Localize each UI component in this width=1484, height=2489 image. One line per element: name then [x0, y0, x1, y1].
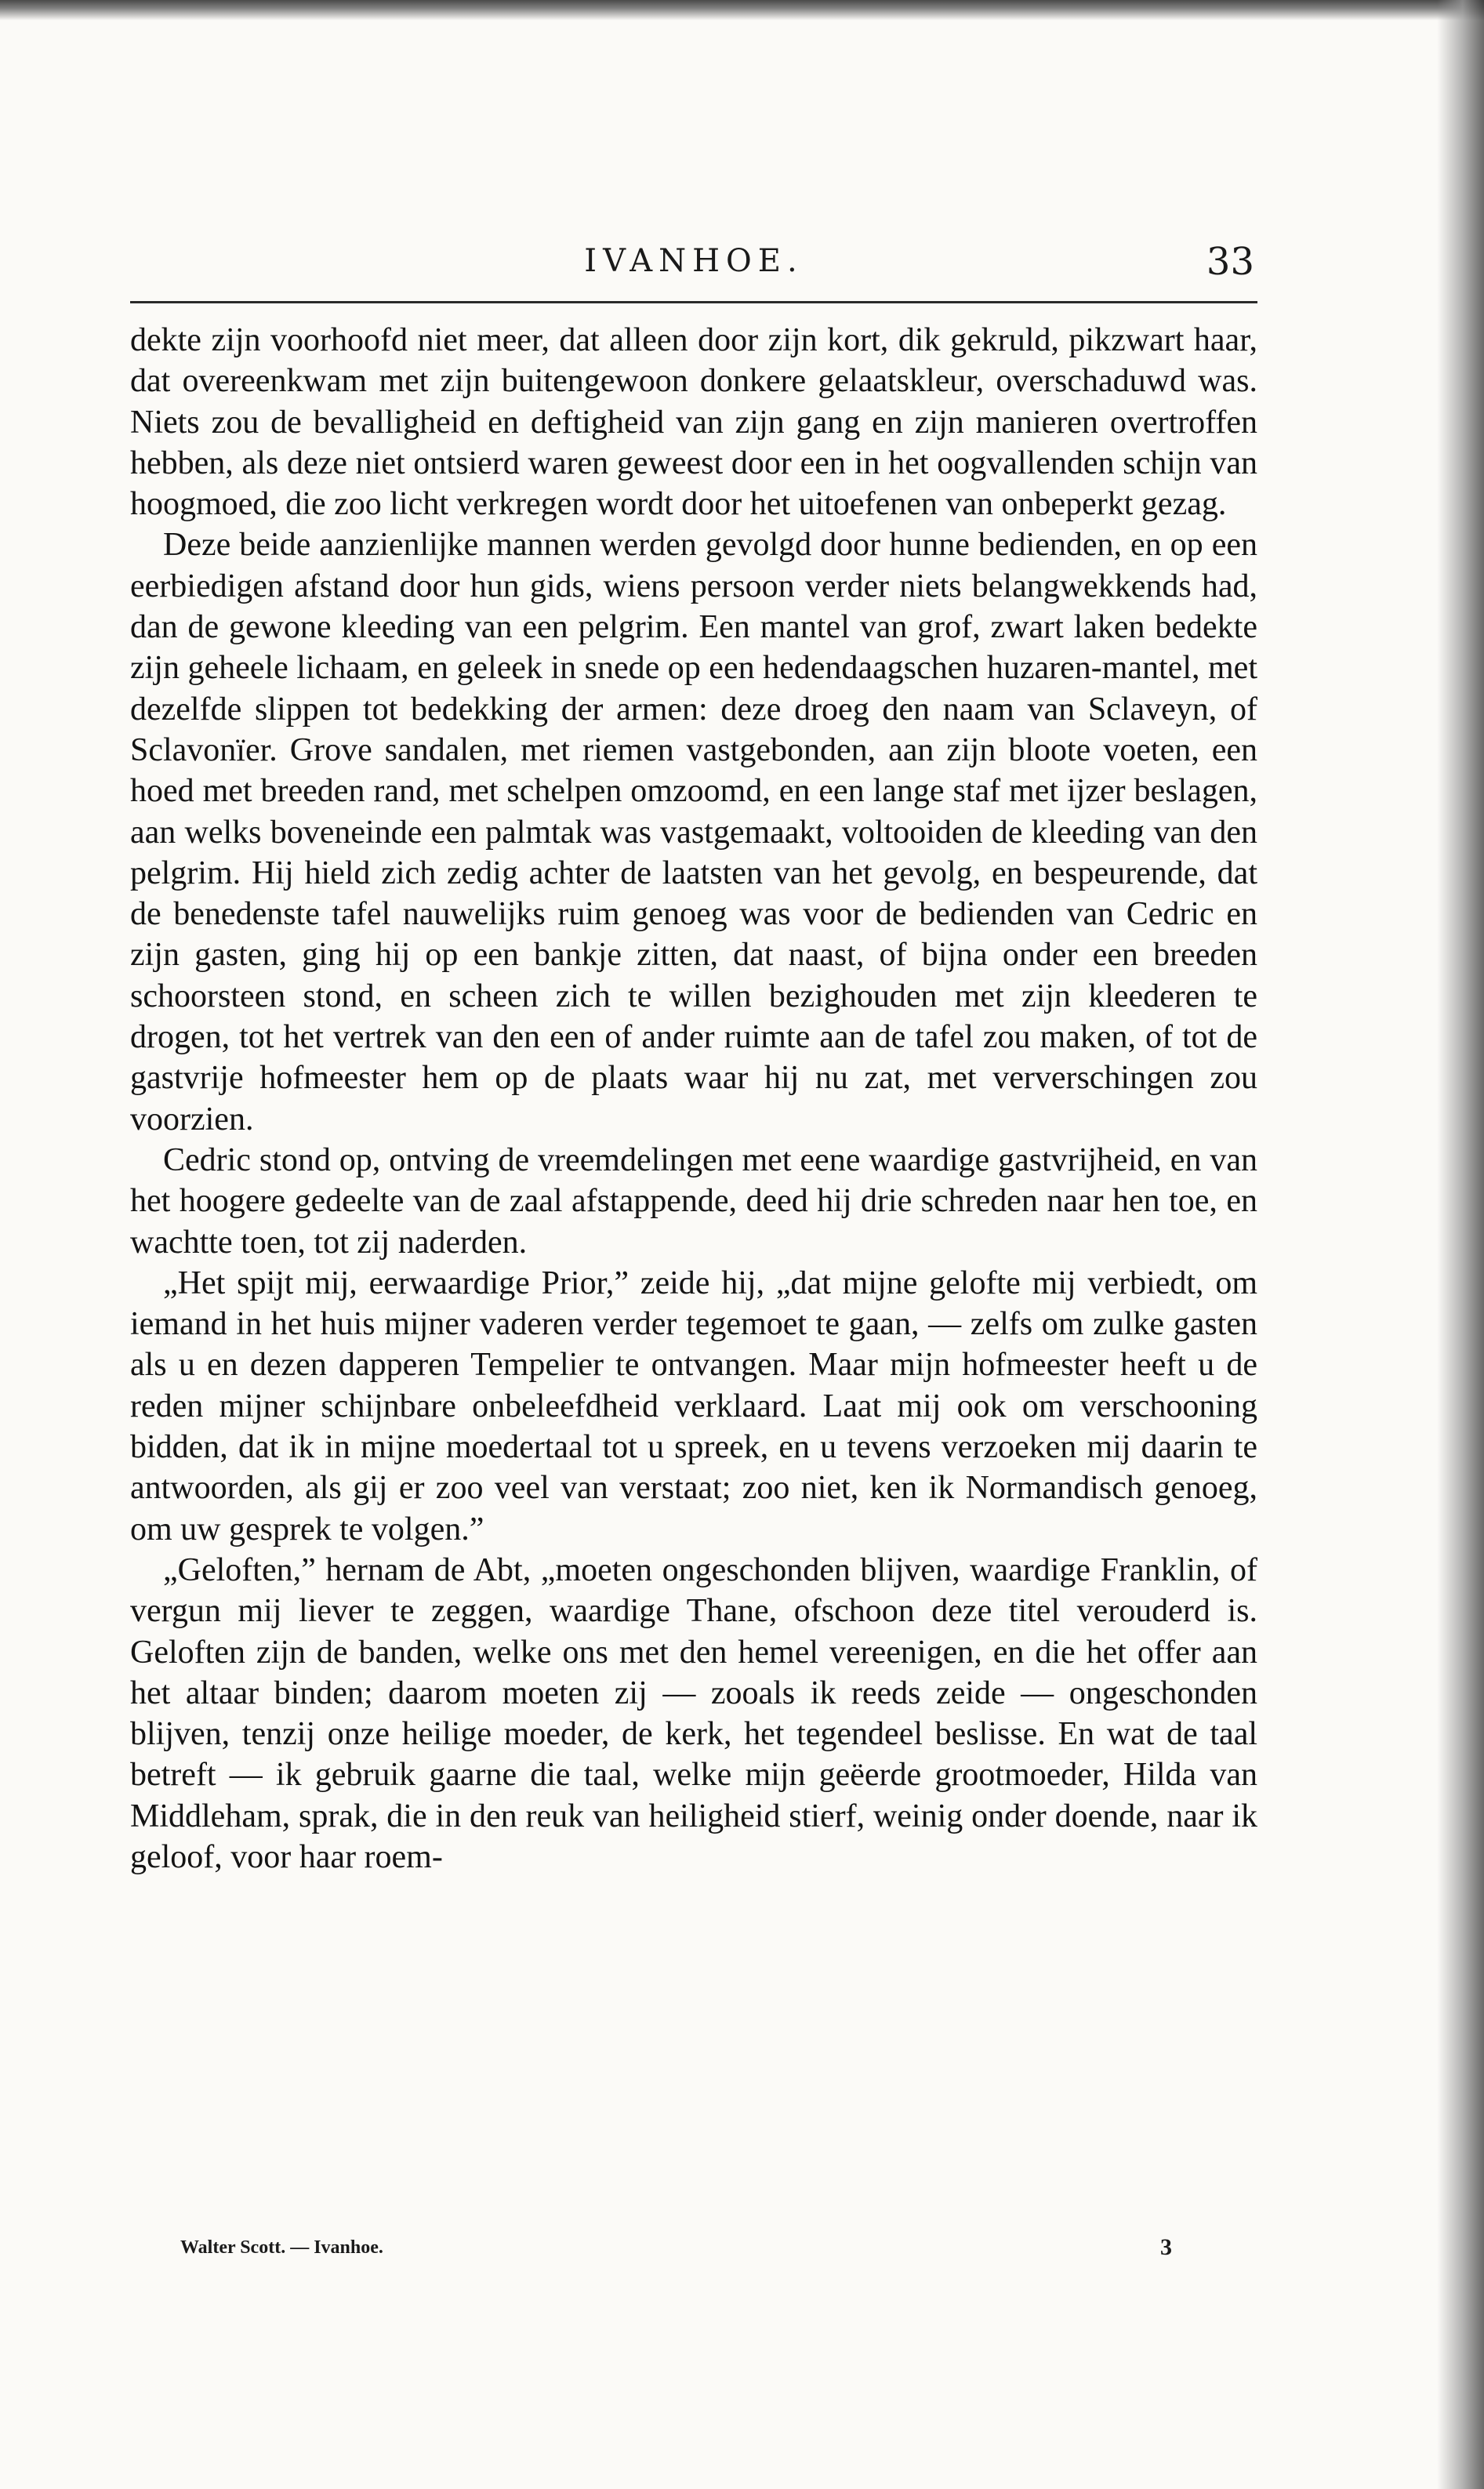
- paragraph-2: Deze beide aanzienlijke mannen werden gevolgd door hunne bedienden, en op een eerbiedigen afstand door hun gids, wiens persoon verder niets belangwekkends had, dan de gewone kleeding van een pelgrim. Een mantel van grof, zwart laken bedekte zijn geheele lichaam, en geleek in snede op een hedendaagschen huzaren-mantel, met dezelfde slippen tot bedekking der armen: deze droeg den naam van Sclaveyn, of Sclavonïer. Grove sandalen, met riemen vastgebonden, aan zijn bloote voeten, een hoed met breeden rand, met schelpen omzoomd, en een lange staf met ijzer beslagen, aan welks boveneinde een palmtak was vastgemaakt, voltooiden de kleeding van den pelgrim. Hij hield zich zedig achter de laatsten van het gevolg, en bespeurende, dat de benedenste tafel nauwelijks ruim genoeg was voor de bedienden van Cedric en zijn gasten, ging hij op een bankje zitten, dat naast, of bijna onder een breeden schoorsteen stond, en scheen zich te willen bezighouden met zijn kleederen te drogen, tot het vertrek van den een of ander ruimte aan de tafel zou maken, of tot de gastvrije hofmeester hem op de plaats waar hij nu zat, met ververschingen zou voorzien.: [130, 527, 1257, 1137]
- scan-edge-right: [1437, 0, 1484, 2489]
- paragraph-4: „Het spijt mij, eerwaardige Prior,” zeide hij, „dat mijne gelofte mij verbiedt, om iemand in het huis mijner vaderen verder tegemoet te gaan, — zelfs om zulke gasten als u en dezen dapperen Tempelier te ontvangen. Maar mijn hofmeester heeft u de reden mijner schijnbare onbeleefdheid verklaard. Laat mij ook om verschooning bidden, dat ik in mijne moedertaal tot u spreek, en u tevens verzoeken mij daarin te antwoorden, als gij er zoo veel van verstaat; zoo niet, ken ik Normandisch genoeg, om uw gesprek te volgen.”: [130, 1264, 1257, 1547]
- running-title: IVANHOE.: [584, 243, 804, 279]
- page-footer: [141, 2234, 1239, 2269]
- header-rule: [130, 301, 1257, 303]
- body-text: [130, 320, 1257, 1878]
- paragraph-5: „Geloften,” hernam de Abt, „moeten ongeschonden blijven, waardige Franklin, of vergun mij liever te zeggen, waardige Thane, ofschoon deze titel verouderd is. Geloften zijn de banden, welke ons met den hemel vereenigen, en die het offer aan het altaar binden; daarom moeten zij — zooals ik reeds zeide — ongeschonden blijven, tenzij onze heilige moeder, de kerk, het tegendeel beslisse. En wat de taal betreft — ik gebruik gaarne die taal, welke mijn geëerde grootmoeder, Hilda van Middleham, sprak, die in den reuk van heiligheid stierf, weinig onder doende, naar ik geloof, voor haar roem-: [130, 1551, 1257, 1875]
- paragraph-1: dekte zijn voorhoofd niet meer, dat alleen door zijn kort, dik gekruld, pikzwart haar, dat overeenkwam met zijn buitengewoon donkere gelaatskleur, overschaduwd was. Niets zou de bevalligheid en deftigheid van zijn gang en zijn manieren overtroffen hebben, als deze niet ontsierd waren geweest door een in het oogvallenden schijn van hoogmoed, die zoo licht verkregen wordt door het uitoefenen van onbeperkt gezag.: [130, 322, 1257, 523]
- signature-line: Walter Scott. — Ivanhoe.: [180, 2237, 383, 2258]
- scan-edge-top: [0, 0, 1484, 20]
- page-header: [133, 235, 1254, 298]
- page-number: 33: [1206, 240, 1254, 284]
- paragraph-3: Cedric stond op, ontving de vreemdelingen met eene waardige gastvrijheid, en van het hoogere gedeelte van de zaal afstappende, deed hij drie schreden naar hen toe, en wachtte toen, tot zij naderden.: [130, 1141, 1257, 1261]
- signature-mark: 3: [1160, 2234, 1172, 2260]
